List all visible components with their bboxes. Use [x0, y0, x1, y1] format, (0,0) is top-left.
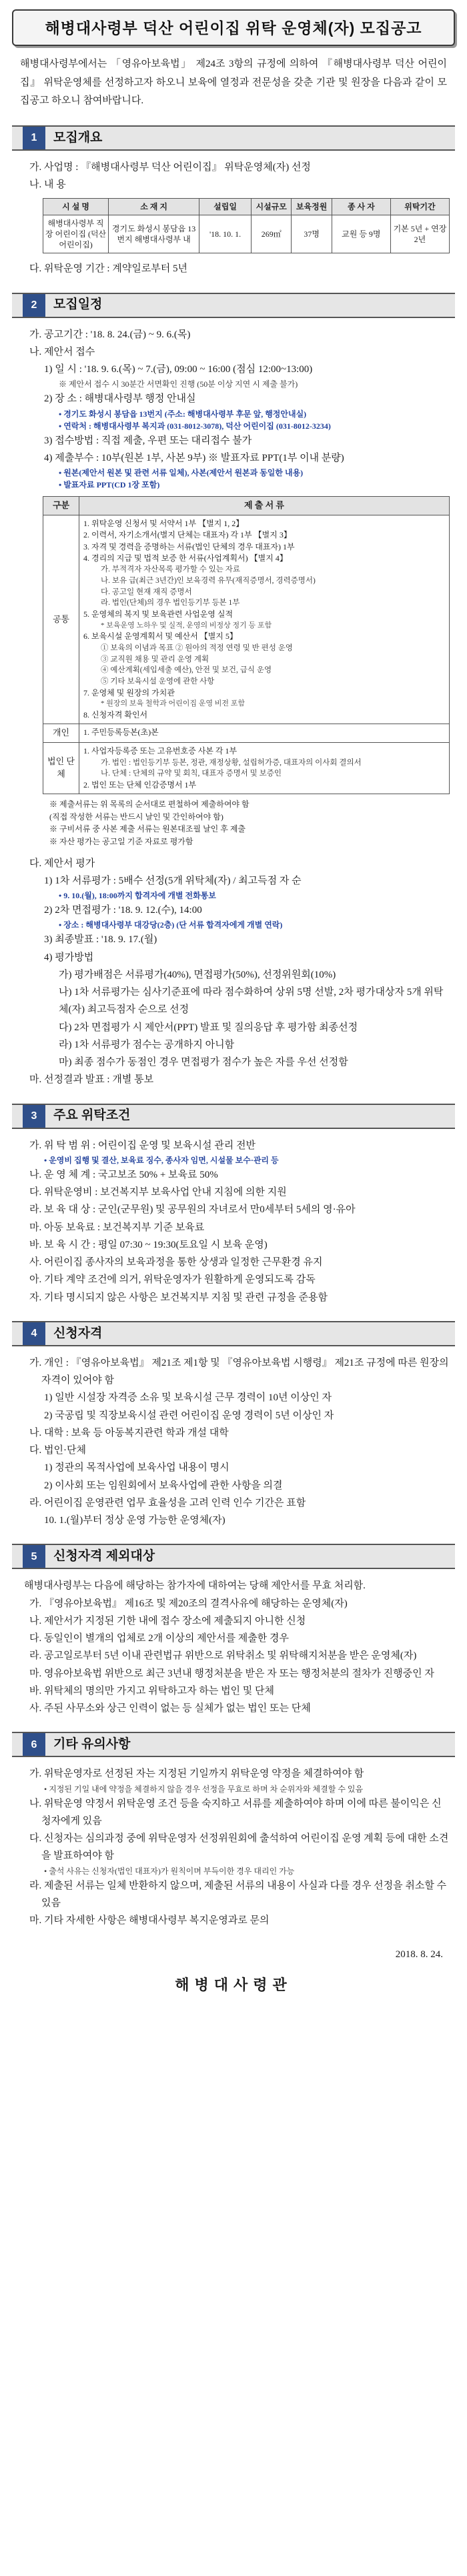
table-header: 보육정원: [292, 198, 332, 215]
misc-note: • 지정된 기일 내에 약정을 체결하지 않을 경우 선정을 무효로 하며 차 순위자와 체결할 수 있음: [44, 1784, 364, 1794]
qualification-line: 나. 대학 : 보육 등 아동복지관련 학과 개설 대학: [29, 1427, 229, 1438]
business-name: 가. 사업명 : 『해병대사령부 덕산 어린이집』 위탁운영체(자) 선정: [29, 162, 311, 173]
table-header: 설립일: [199, 198, 252, 215]
list-subnote: * 원장의 보육 철학과 어린이집 운영 비전 포함: [101, 699, 246, 708]
condition-line: 라. 보 육 대 상 : 군인(군무원) 및 공무원의 자녀로서 만0세부터 5세의 영·유아: [29, 1204, 356, 1216]
table-header: 소 재 지: [109, 198, 199, 215]
copies-note-1: • 원본(제안서 원본 및 관련 서류 일체), 사본(제안서 원본과 동일한 내용): [59, 468, 304, 478]
section-title: 모집개요: [53, 130, 103, 145]
table-cell: 269㎡: [252, 215, 292, 253]
condition-line: 다. 위탁운영비 : 보건복지부 보육사업 안내 지침에 의한 지원: [29, 1187, 287, 1198]
documents-notes: [49, 798, 450, 848]
misc-line: 마. 기타 자세한 사항은 해병대사령부 복지운영과로 문의: [29, 1915, 270, 1926]
condition-line: 자. 기타 명시되지 않은 사항은 보건복지부 지침 및 관련 규정을 준용함: [29, 1292, 328, 1303]
table-header: 시설규모: [252, 198, 292, 215]
qualification-subline: 1) 일반 시설장 자격증 소유 및 보육시설 근무 경력이 10년 이상인 자: [44, 1392, 332, 1404]
intro-paragraph: 해병대사령부에서는 「영유아보육법」 제24조 3항의 규정에 의하여 『해병대사령부 덕산 어린이집』 위탁운영체를 선정하고자 하오니 보육에 열정과 전문성을 갖춘 기관 및 원장을 다음과 같이 모집공고 하오니 참여바랍니다.: [20, 58, 447, 107]
evaluation-heading: 다. 제안서 평가: [29, 858, 95, 869]
table-cell: [79, 724, 450, 743]
section-title: 신청자격: [53, 1326, 103, 1340]
misc-line: 다. 신청자는 심의과정 중에 위탁운영자 선정위원회에 출석하여 어린이집 운영 계획 등에 대한 소견을 발표하여야 함: [29, 1833, 449, 1862]
section-body-3: [17, 1137, 450, 1306]
qualification-line: 다. 법인·단체: [29, 1445, 86, 1456]
exclusion-line: 마. 영유아보육법 위반으로 최근 3년내 행정처분을 받은 자 또는 행정처분의 절차가 진행중인 자: [29, 1668, 434, 1679]
evaluation-step: 4) 평가방법: [44, 952, 94, 963]
section-body-5: [17, 1577, 450, 1717]
list-subitem: ⑤ 기타 보육시설 운영에 관한 사항: [101, 677, 215, 686]
section-number: 4: [23, 1322, 45, 1345]
section-number: 2: [23, 294, 45, 317]
section-body-1: [17, 159, 450, 278]
table-header: 제 출 서 류: [79, 497, 450, 515]
note-line: ※ 구비서류 중 사본 제출 서류는 원본대조필 날인 후 제출: [49, 824, 246, 834]
condition-line: 아. 기타 계약 조건에 의거, 위탁운영자가 원활하게 운영되도록 감독: [29, 1274, 316, 1286]
evaluation-note: • 장소 : 해병대사령부 대강당(2층) (단 서류 합격자에게 개별 연락): [59, 920, 283, 930]
title-banner: [12, 9, 455, 46]
condition-note: • 운영비 집행 및 결산, 보육료 징수, 종사자 임면, 시설물 보수·관리 등: [44, 1155, 279, 1165]
place-contact: • 연락처 : 해병대사령부 복지과 (031-8012-3078), 덕산 어린이집 (031-8012-3234): [59, 421, 331, 431]
issuing-authority: 해병대사령관: [175, 1977, 292, 1994]
section-title: 주요 위탁조건: [53, 1108, 131, 1123]
exclusion-line: 라. 공고일로부터 5년 이내 관련법규 위반으로 위탁취소 및 위탁해지처분을 받은 운영체(자): [29, 1650, 417, 1662]
table-cell: 교원 등 9명: [332, 215, 390, 253]
table-cell: 공통: [43, 515, 79, 724]
table-cell: [79, 515, 450, 724]
section-header-1: [12, 125, 455, 151]
table-header-row: [43, 497, 450, 515]
section-number: 3: [23, 1105, 45, 1128]
table-header-row: [43, 198, 450, 215]
list-subitem: 나. 보유 급(최근 3년간)인 보육경력 유무(재직증명서, 경력증명서): [101, 577, 316, 585]
section-header-3: [12, 1104, 455, 1129]
list-item: 1. 위탁운영 신청서 및 서약서 1부 【별지 1, 2】: [83, 518, 244, 528]
list-item: 2. 이력서, 자기소개서(별지 단체는 대표자) 각 1부 【별지 3】: [83, 530, 292, 540]
table-cell: 경기도 화성시 봉담읍 13번지 해병대사령부 내: [109, 215, 199, 253]
submission-time-note: ※ 제안서 접수 시 30분간 서면확인 진행 (50분 이상 지연 시 제출 불가): [59, 379, 298, 389]
section-header-4: [12, 1321, 455, 1346]
qualification-subline: 10. 1.(월)부터 정상 운영 가능한 운영체(자): [44, 1515, 225, 1526]
list-subitem: ① 보육의 이념과 목표 ② 원아의 적정 연령 및 반 편성 운영: [101, 643, 293, 652]
table-header: 구분: [43, 497, 79, 515]
qualification-line: 가. 개인 : 『영유아보육법』 제21조 제1항 및 『영유아보육법 시행령』 제21조 규정에 따른 원장의 자격이 있어야 함: [29, 1357, 449, 1386]
section-header-6: [12, 1732, 455, 1757]
list-item: 1. 주민등록등본(초)본: [83, 728, 159, 738]
qualification-subline: 2) 국공립 및 직장보육시설 관련 어린이집 운영 경력이 5년 이상인 자: [44, 1410, 334, 1421]
condition-line: 나. 운 영 체 계 : 국고보조 50% + 보육료 50%: [29, 1169, 218, 1180]
section-title: 신청자격 제외대상: [53, 1549, 155, 1564]
misc-line: 가. 위탁운영자로 선정된 자는 지정된 기일까지 위탁운영 약정을 체결하여야 함: [29, 1768, 364, 1780]
condition-line: 바. 보 육 시 간 : 평일 07:30 ~ 19:30(토요일 시 보육 운영): [29, 1239, 268, 1250]
list-subitem: 다. 공고일 현재 재직 증명서: [101, 587, 192, 596]
table-cell: 법인 단체: [43, 743, 79, 794]
evaluation-method: 다) 2차 면접평가 시 제안서(PPT) 발표 및 질의응답 후 평가함 최종선정: [59, 1022, 358, 1033]
submission-time: 1) 일 시 : '18. 9. 6.(목) ~ 7.(금), 09:00 ~ 16:00 (점심 12:00~13:00): [44, 364, 313, 375]
table-row: [43, 515, 450, 724]
section-title: 기타 유의사항: [53, 1737, 131, 1752]
section-body-2: [17, 326, 450, 1089]
content-label: 나. 내 용: [29, 179, 66, 191]
documents-table: [43, 496, 450, 794]
table-row: [43, 724, 450, 743]
table-row: [43, 215, 450, 253]
qualification-subline: 1) 정관의 목적사업에 보육사업 내용이 명시: [44, 1462, 229, 1474]
evaluation-step: 1) 1차 서류평가 : 5배수 선정(5개 위탁체(자) / 최고득점 자 순: [44, 875, 302, 886]
list-item: 5. 운영체의 복지 및 보육관련 사업운영 실적: [83, 609, 234, 619]
table-cell: 개인: [43, 724, 79, 743]
evaluation-step: 2) 2차 면접평가 : '18. 9. 12.(수), 14:00: [44, 905, 202, 916]
place-address: • 경기도 화성시 봉담읍 13번지 (주소: 해병대사령부 후문 앞, 행정안내실): [59, 409, 307, 419]
page-title: 해병대사령부 덕산 어린이집 위탁 운영체(자) 모집공고: [45, 19, 422, 37]
misc-line: 라. 제출된 서류는 일체 반환하지 않으며, 제출된 서류의 내용이 사실과 다를 경우 선정을 취소할 수 있음: [29, 1880, 447, 1908]
table-cell: [79, 743, 450, 794]
note-line: (직접 작성한 서류는 반드시 날인 및 간인하여야 함): [49, 812, 223, 822]
condition-line: 사. 어린이집 종사자의 보육과정을 통한 상생과 일정한 근무환경 유지: [29, 1257, 323, 1268]
condition-line: 마. 아동 보육료 : 보건복지부 기준 보육료: [29, 1222, 205, 1233]
qualification-subline: 2) 이사회 또는 임원회에서 보육사업에 관한 사항을 의결: [44, 1480, 283, 1491]
exclusion-line: 사. 주된 사무소와 상근 인력이 없는 등 실체가 없는 법인 또는 단체: [29, 1703, 311, 1714]
qualification-line: 라. 어린이집 운영관련 업무 효율성을 고려 인력 인수 기간은 표함: [29, 1497, 306, 1508]
misc-note: • 출석 사유는 신청자(법인 대표자)가 원칙이며 부득이한 경우 대리인 가능: [44, 1866, 295, 1876]
notice-period: 가. 공고기간 : '18. 8. 24.(금) ~ 9. 6.(목): [29, 329, 191, 340]
notice-page: [0, 9, 467, 2016]
list-item: 7. 운영체 및 원장의 가치관: [83, 688, 175, 698]
list-item: 3. 자격 및 경력을 증명하는 서류(법인 단체의 경우 대표자) 1부: [83, 541, 295, 551]
table-row: [43, 743, 450, 794]
note-line: ※ 제출서류는 위 목록의 순서대로 편철하여 제출하여야 함: [49, 800, 250, 810]
exclusion-line: 가. 『영유아보육법』 제16조 및 제20조의 결격사유에 해당하는 운영체(자): [29, 1598, 348, 1609]
result-announcement: 마. 선정결과 발표 : 개별 통보: [29, 1074, 154, 1086]
section-number: 6: [23, 1733, 45, 1756]
table-cell: 37명: [292, 215, 332, 253]
section-body-6: [17, 1765, 450, 1929]
list-item: 4. 경리의 지급 및 법적 보증 한 서류(사업계획서) 【별지 4】: [83, 553, 288, 563]
misc-line: 나. 위탁운영 약정서 위탁운영 조건 등을 숙지하고 서류를 제출하여야 하며 이에 따른 불이익은 신청자에게 있음: [29, 1798, 442, 1826]
facility-table: [43, 198, 450, 254]
submission-method: 3) 접수방법 : 직접 제출, 우편 또는 대리접수 불가: [44, 435, 252, 446]
copies-note-2: • 발표자료 PPT(CD 1장 포함): [59, 480, 160, 490]
section-header-5: [12, 1544, 455, 1569]
condition-line: 가. 위 탁 범 위 : 어린이집 운영 및 보육시설 관리 전반: [29, 1140, 256, 1151]
submission-copies: 4) 제출부수 : 10부(원본 1부, 사본 9부) ※ 발표자료 PPT(1부 이내 분량): [44, 452, 344, 463]
table-header: 종 사 자: [332, 198, 390, 215]
section-header-2: [12, 293, 455, 318]
evaluation-step: 3) 최종발표 : '18. 9. 17.(월): [44, 934, 157, 946]
table-header: 시 설 명: [43, 198, 109, 215]
table-header: 위탁기간: [390, 198, 449, 215]
exclusion-line: 다. 동일인이 별개의 업체로 2개 이상의 제안서를 제출한 경우: [29, 1633, 290, 1644]
section-number: 5: [23, 1545, 45, 1568]
list-subitem: 라. 법인(단체)의 경우 법인등기부 등본 1부: [101, 599, 240, 607]
section-body-4: [17, 1354, 450, 1530]
list-item: 6. 보육시설 운영계획서 및 예산서 【별지 5】: [83, 631, 238, 641]
proposal-submission: 나. 제안서 접수: [29, 346, 95, 357]
section-title: 모집일정: [53, 297, 103, 312]
evaluation-note: • 9. 10.(월), 18:00까지 합격자에 개별 전화통보: [59, 891, 216, 901]
table-cell: 해병대사령부 직장 어린이집 (덕산 어린이집): [43, 215, 109, 253]
notice-date: 2018. 8. 24.: [395, 1949, 443, 1961]
list-subitem: 가. 부적격자 자산목록 평가할 수 있는 자료: [101, 565, 240, 574]
exclusion-line: 바. 위탁체의 명의만 가지고 위탁하고자 하는 법인 및 단체: [29, 1685, 275, 1696]
list-item: 1. 사업자등록증 또는 고유번호증 사본 각 1부: [83, 746, 238, 756]
evaluation-method: 마) 최종 점수가 동점인 경우 면접평가 점수가 높은 자를 우선 선정함: [59, 1057, 348, 1068]
exclusion-intro: 해병대사령부는 다음에 해당하는 참가자에 대하여는 당해 제안서를 무효 처리함.: [24, 1580, 366, 1592]
evaluation-method: 가) 평가배점은 서류평가(40%), 면접평가(50%), 선정위원회(10%): [59, 969, 336, 980]
contract-period: 다. 위탁운영 기간 : 계약일로부터 5년: [29, 263, 188, 275]
submission-place: 2) 장 소 : 해병대사령부 행정 안내실: [44, 393, 196, 405]
table-cell: 기본 5년 + 연장 2년: [390, 215, 449, 253]
list-subnote: * 보육운영 노하우 및 실적, 운영의 비정상 정기 등 포함: [101, 621, 272, 629]
list-item: 2. 법인 또는 단체 인감증명서 1부: [83, 780, 197, 790]
list-subitem: ④ 예산계획(세입세출 예산), 안전 및 보건, 급식 운영: [101, 666, 272, 675]
exclusion-line: 나. 제안서가 지정된 기한 내에 접수 장소에 제출되지 아니한 신청: [29, 1615, 306, 1626]
list-subitem: 가. 법인 : 법인등기부 등본, 정관, 재정상황, 설립허가증, 대표자의 이사회 결의서: [101, 758, 362, 767]
note-line: ※ 자산 평가는 공고일 기준 자료로 평가함: [49, 837, 193, 847]
list-item: 8. 신청자격 확인서: [83, 710, 148, 720]
list-subitem: 나. 단체 : 단체의 규약 및 회칙, 대표자 증명서 및 보증인: [101, 770, 282, 778]
evaluation-method: 나) 1차 서류평가는 심사기준표에 따라 점수화하여 상위 5명 선발, 2차 평가대상자 5개 위탁체(자) 최고득점자 순으로 선정: [59, 987, 444, 1016]
evaluation-method: 라) 1차 서류평가 점수는 공개하지 아니함: [59, 1039, 235, 1050]
table-cell: '18. 10. 1.: [199, 215, 252, 253]
list-subitem: ③ 교직원 채용 및 관리 운영 계획: [101, 655, 209, 664]
section-number: 1: [23, 127, 45, 149]
